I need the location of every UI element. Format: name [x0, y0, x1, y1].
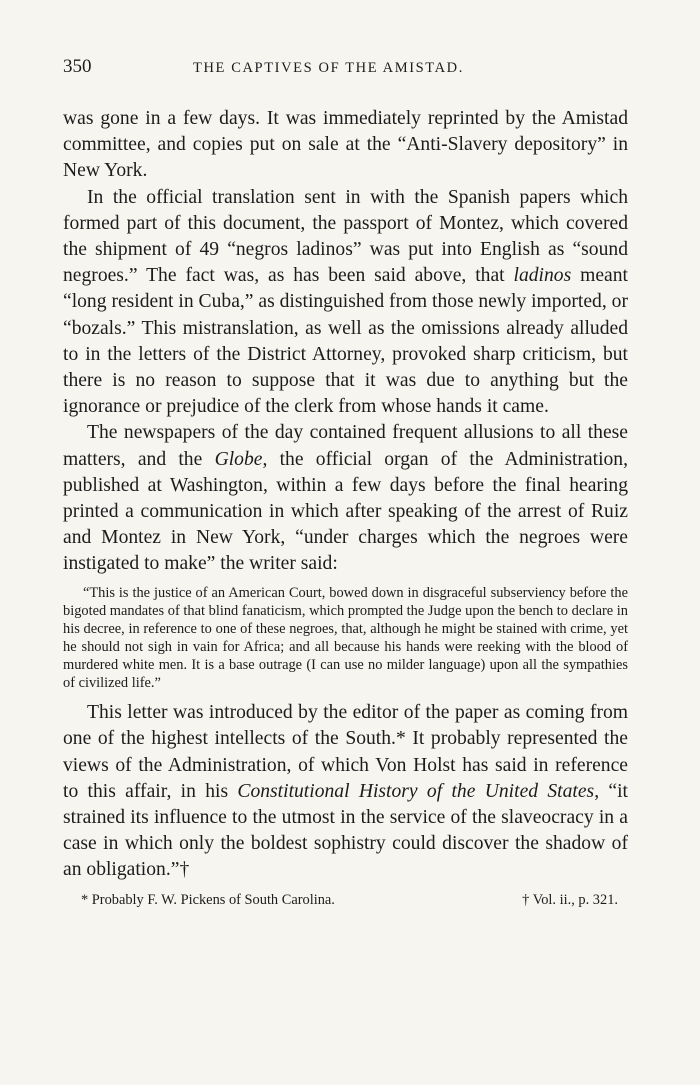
- running-title: THE CAPTIVES OF THE AMISTAD.: [193, 60, 464, 76]
- footnote-star: * Probably F. W. Pickens of South Carolina.: [81, 891, 335, 908]
- paragraph-4-italic: Constitutional History of the United States: [237, 780, 595, 802]
- paragraph-4-text-a: This letter was introduced by the editor of the paper as coming from one of the highest intellects of the South.* It probably represented the views of the Administration, of which Von Holst has said in reference to this affair, in his: [63, 702, 628, 802]
- paragraph-2-text-a: In the official translation sent in with the Spanish papers which formed part of this document, the passport of Montez, which covered the shipment of 49 “negros ladinos” was put into English as “sound negroes.” The fact was, as has been said above, that: [63, 186, 628, 287]
- body-text: [63, 106, 628, 884]
- paragraph-4-text-b: , “it strained its influence to the utmost in the service of the slaveocracy in a case in which only the boldest sophistry could discover the shadow of an obligation.”†: [63, 780, 628, 881]
- paragraph-3-text-b: , the official organ of the Administration, published at Washington, within a few days before the final hearing printed a communication in which after speaking of the arrest of Ruiz and Montez in New York, “under charges which the negroes were instigated to make” the writer said:: [63, 448, 628, 575]
- footnote-dagger: † Vol. ii., p. 321.: [522, 891, 618, 908]
- footnotes: [63, 892, 628, 909]
- page-header: [63, 56, 628, 96]
- paragraph-3-text-a: The newspapers of the day contained frequent allusions to all these matters, and the: [63, 422, 628, 470]
- page-number: 350: [63, 56, 92, 77]
- paragraph-1: was gone in a few days. It was immediately reprinted by the Amistad committee, and copies put on sale at the “Anti-Slavery depository” in New York.: [63, 108, 628, 182]
- paragraph-2-italic: ladinos: [513, 265, 572, 287]
- paragraph-3: [63, 420, 628, 577]
- paragraph-2: [63, 185, 628, 421]
- paragraph-4: [63, 700, 628, 883]
- paragraph-2-text-b: meant “long resident in Cuba,” as distinguished from those newly imported, or “bozals.” This mistranslation, as well as the omissions already alluded to in the letters of the District Attorney, provoked sharp criticism, but there is no reason to suppose that it was due to anything but the ignorance or prejudice of the clerk from whose hands it came.: [63, 265, 628, 418]
- paragraph-3-italic: Globe: [214, 448, 263, 470]
- block-quote: “This is the justice of an American Court, bowed down in disgraceful subserviency before the bigoted mandates of that blind fanaticism, which prompted the Judge upon the bench to declare in his decree, in reference to one of these negroes, that, although he might be stained with crime, yet he should not sigh in vain for Africa; and all because his hands were reeking with the blood of murdered white men. It is a base outrage (I can use no milder language) upon all the sympathies of civilized life.”: [63, 584, 628, 692]
